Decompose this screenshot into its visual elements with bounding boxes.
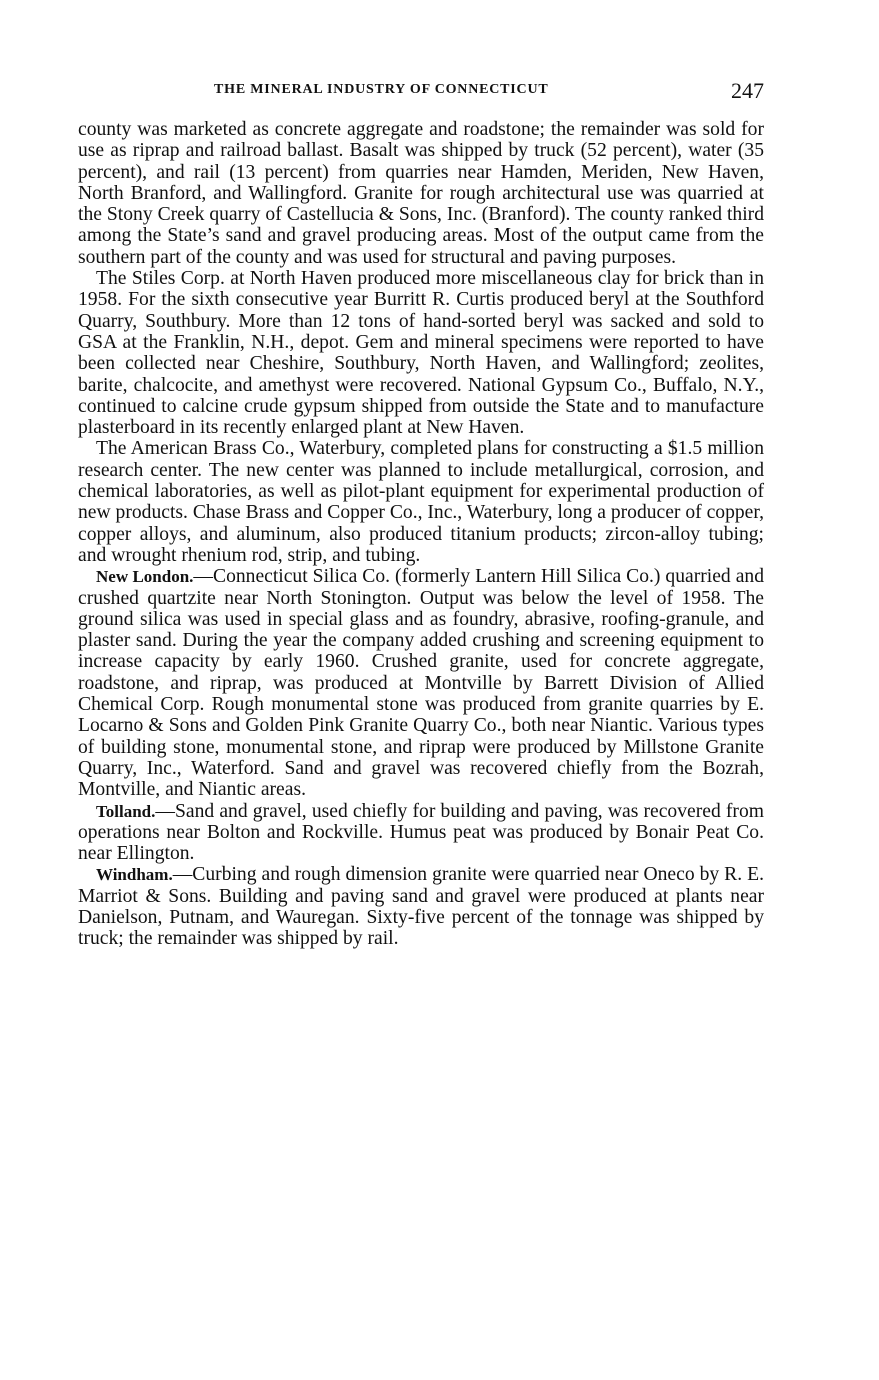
running-title: THE MINERAL INDUSTRY OF CONNECTICUT [214,82,549,97]
body-text [78,119,764,950]
paragraph-tolland [78,801,764,865]
county-heading-new-london: New London. [96,567,194,587]
page-number: 247 [731,78,764,103]
paragraph-text: —Sand and gravel, used chiefly for building and paving, was recovered from operations near Bolton and Rockville. Humus peat was produced by Bonair Peat Co. near Ellington. [78,800,764,865]
paragraph-new-haven-clay-beryl [78,268,764,438]
paragraph-text: —Connecticut Silica Co. (formerly Lantern Hill Silica Co.) quarried and crushed quartzite near North Stonington. Output was below the level of 1958. The ground silica was used in special glass and as foundry, abrasive, roofing-granule, and plaster sand. During the year the company added crushing and screening equipment to increase capacity by early 1960. Crushed granite, used for concrete aggregate, roadstone, and riprap, was produced at Montville by Barrett Division of Allied Chemical Corp. Rough monumental stone was produced from granite quarries by E. Locarno & Sons and Golden Pink Granite Quarry Co., both near Niantic. Various types of building stone, monumental stone, and riprap were produced by Millstone Granite Quarry, Inc., Waterford. Sand and gravel was recovered chiefly from the Bozrah, Montville, and Niantic areas. [78,566,764,801]
county-heading-tolland: Tolland. [96,801,156,821]
paragraph-text: The American Brass Co., Waterbury, completed plans for constructing a $1.5 million research center. The new center was planned to include metallurgical, corrosion, and chemical laboratories, as well as pilot-plant equipment for experimental production of new products. Chase Brass and Copper Co., Inc., Waterbury, long a producer of copper, copper alloys, and aluminum, also produced titanium products; zircon-alloy tubing; and wrought rhenium rod, strip, and tubing. [78,438,764,566]
paragraph-text: —Curbing and rough dimension granite were quarried near Oneco by R. E. Marriot & Sons. Building and paving sand and gravel were produced at plants near Danielson, Putnam, and Wauregan. Sixty-five percent of the tonnage was shipped by truck; the remainder was shipped by rail. [78,864,764,950]
county-heading-windham: Windham. [96,865,173,885]
paragraph-new-haven-continued [78,119,764,268]
paragraph-new-haven-brass [78,438,764,566]
paragraph-new-london [78,566,764,800]
paragraph-text: county was marketed as concrete aggregate and roadstone; the remainder was sold for use as riprap and railroad ballast. Basalt was shipped by truck (52 percent), water (35 percent), and rail (13 percent) from quarries near Hamden, Meriden, New Haven, North Branford, and Wallingford. Granite for rough architectural use was quarried at the Stony Creek quarry of Castellucia & Sons, Inc. (Branford). The county ranked third among the State’s sand and gravel producing areas. Most of the output came from the southern part of the county and was used for structural and paving purposes. [78,119,764,268]
paragraph-windham [78,864,764,949]
running-head [78,78,764,104]
paragraph-text: The Stiles Corp. at North Haven produced more miscellaneous clay for brick than in 1958. For the sixth consecutive year Burritt R. Curtis produced beryl at the Southford Quarry, Southbury. More than 12 tons of hand-sorted beryl was sacked and sold to GSA at the Franklin, N.H., depot. Gem and mineral specimens were reported to have been collected near Cheshire, Southbury, North Haven, and Wallingford; zeolites, barite, chalcocite, and amethyst were recovered. National Gypsum Co., Buffalo, N.Y., continued to calcine crude gypsum shipped from outside the State and to manufacture plasterboard in its recently enlarged plant at New Haven. [78,268,764,439]
